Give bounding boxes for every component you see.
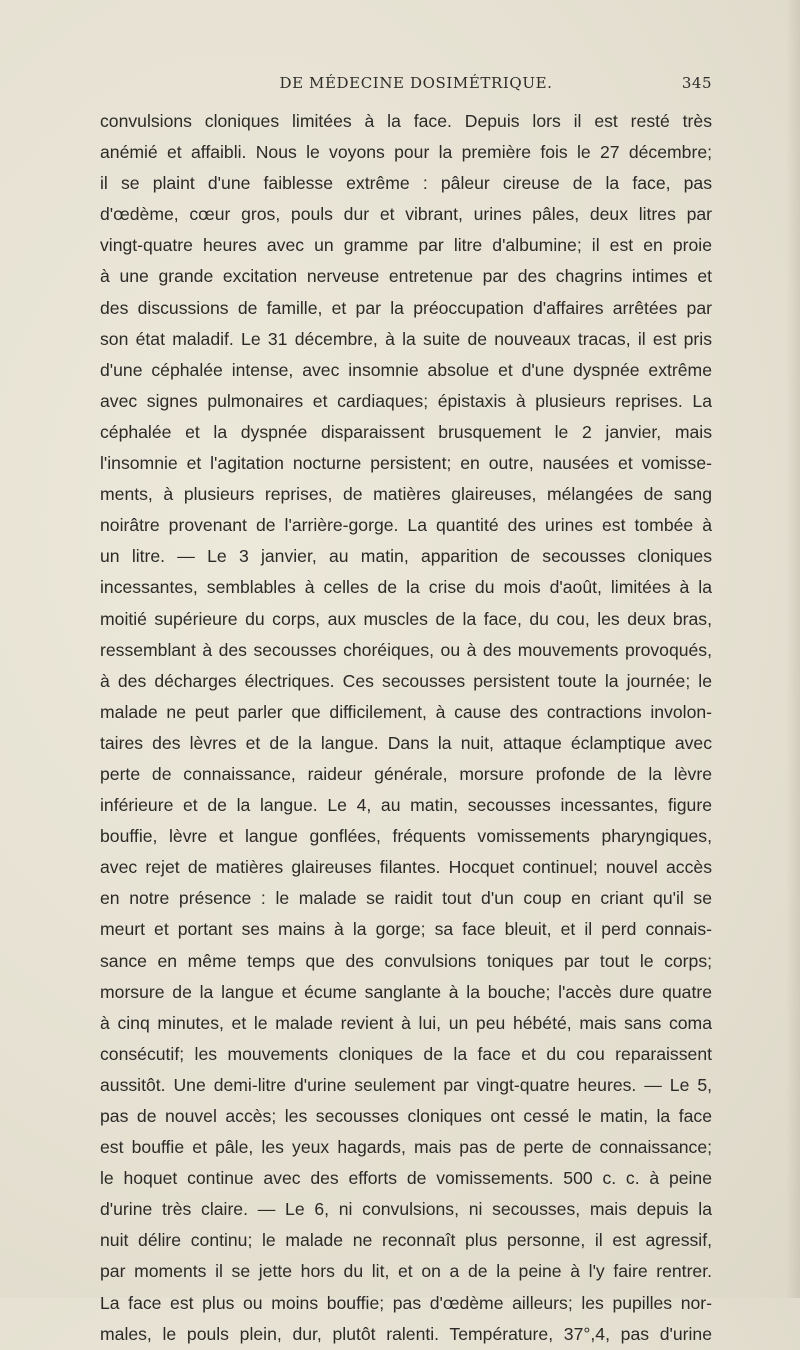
text-line: il se plaint d'une faiblesse extrême : pâleur cireuse de la face, pas xyxy=(100,173,712,194)
running-head xyxy=(100,74,712,98)
text-line: nuit délire continu; le malade ne reconnaît plus personne, il est agressif, xyxy=(100,1230,712,1251)
text-line: males, le pouls plein, dur, plutôt ralenti. Température, 37°,4, pas d'urine xyxy=(100,1323,712,1344)
text-line: bouffie, lèvre et langue gonflées, fréquents vomissements pharyngiques, xyxy=(100,826,712,847)
text-line: noirâtre provenant de l'arrière-gorge. La quantité des urines est tombée à xyxy=(100,515,712,536)
text-line: à cinq minutes, et le malade revient à lui, un peu hébété, mais sans coma xyxy=(100,1012,712,1033)
text-line: d'œdème, cœur gros, pouls dur et vibrant, urines pâles, deux litres par xyxy=(100,204,712,225)
text-line: incessantes, semblables à celles de la crise du mois d'août, limitées à la xyxy=(100,577,712,598)
text-line: un litre. — Le 3 janvier, au matin, apparition de secousses cloniques xyxy=(100,546,712,567)
text-line: aussitôt. Une demi-litre d'urine seulement par vingt-quatre heures. — Le 5, xyxy=(100,1074,712,1095)
text-line: ments, à plusieurs reprises, de matières glaireuses, mélangées de sang xyxy=(100,484,712,505)
text-line: à une grande excitation nerveuse entretenue par des chagrins intimes et xyxy=(100,266,712,287)
text-line: en notre présence : le malade se raidit tout d'un coup en criant qu'il se xyxy=(100,888,712,909)
page-number: 345 xyxy=(681,74,712,92)
text-line: vingt-quatre heures avec un gramme par litre d'albumine; il est en proie xyxy=(100,235,712,256)
text-line: pas de nouvel accès; les secousses cloniques ont cessé le matin, la face xyxy=(100,1106,712,1126)
text-line: anémié et affaibli. Nous le voyons pour la première fois le 27 décembre; xyxy=(100,142,712,163)
page-edge-shadow xyxy=(786,0,800,1298)
text-line: moitié supérieure du corps, aux muscles de la face, du cou, les deux bras, xyxy=(100,608,712,629)
text-line: taires des lèvres et de la langue. Dans la nuit, attaque éclamptique avec xyxy=(100,732,712,753)
running-title: DE MÉDECINE DOSIMÉTRIQUE. xyxy=(279,74,553,92)
text-line: céphalée et la dyspnée disparaissent brusquement le 2 janvier, mais xyxy=(100,421,712,442)
text-line: sance en même temps que des convulsions toniques par tout le corps; xyxy=(100,950,712,971)
text-line: est bouffie et pâle, les yeux hagards, mais pas de perte de connaissance; xyxy=(100,1137,712,1158)
text-line: ressemblant à des secousses choréiques, ou à des mouvements provoqués, xyxy=(100,639,712,660)
text-line: à des décharges électriques. Ces secousses persistent toute la journée; le xyxy=(100,670,712,691)
text-line: meurt et portant ses mains à la gorge; sa face bleuit, et il perd connais- xyxy=(100,919,712,940)
text-line: avec signes pulmonaires et cardiaques; épistaxis à plusieurs reprises. La xyxy=(100,390,712,411)
text-line: des discussions de famille, et par la préoccupation d'affaires arrêtées par xyxy=(100,297,712,318)
text-line: son état maladif. Le 31 décembre, à la suite de nouveaux tracas, il est pris xyxy=(100,328,712,349)
text-line: d'urine très claire. — Le 6, ni convulsions, ni secousses, mais depuis la xyxy=(100,1199,712,1220)
text-line: malade ne peut parler que difficilement, à cause des contractions involon- xyxy=(100,701,712,722)
text-line: le hoquet continue avec des efforts de vomissements. 500 c. c. à peine xyxy=(100,1168,712,1189)
text-line: d'une céphalée intense, avec insomnie absolue et d'une dyspnée extrême xyxy=(100,359,712,380)
body-text xyxy=(100,106,712,1350)
text-line: consécutif; les mouvements cloniques de la face et du cou reparaissent xyxy=(100,1043,712,1064)
text-line: par moments il se jette hors du lit, et on a de la peine à l'y faire rentrer. xyxy=(100,1261,712,1282)
text-line: avec rejet de matières glaireuses filantes. Hocquet continuel; nouvel accès xyxy=(100,857,712,878)
text-line: La face est plus ou moins bouffie; pas d'œdème ailleurs; les pupilles nor- xyxy=(100,1292,712,1313)
text-line: convulsions cloniques limitées à la face. Depuis lors il est resté très xyxy=(100,111,712,131)
text-line: perte de connaissance, raideur générale, morsure profonde de la lèvre xyxy=(100,763,712,784)
text-line: l'insomnie et l'agitation nocturne persistent; en outre, nausées et vomisse- xyxy=(100,453,712,474)
text-line: inférieure et de la langue. Le 4, au matin, secousses incessantes, figure xyxy=(100,795,712,816)
text-line: morsure de la langue et écume sanglante à la bouche; l'accès dure quatre xyxy=(100,981,712,1002)
